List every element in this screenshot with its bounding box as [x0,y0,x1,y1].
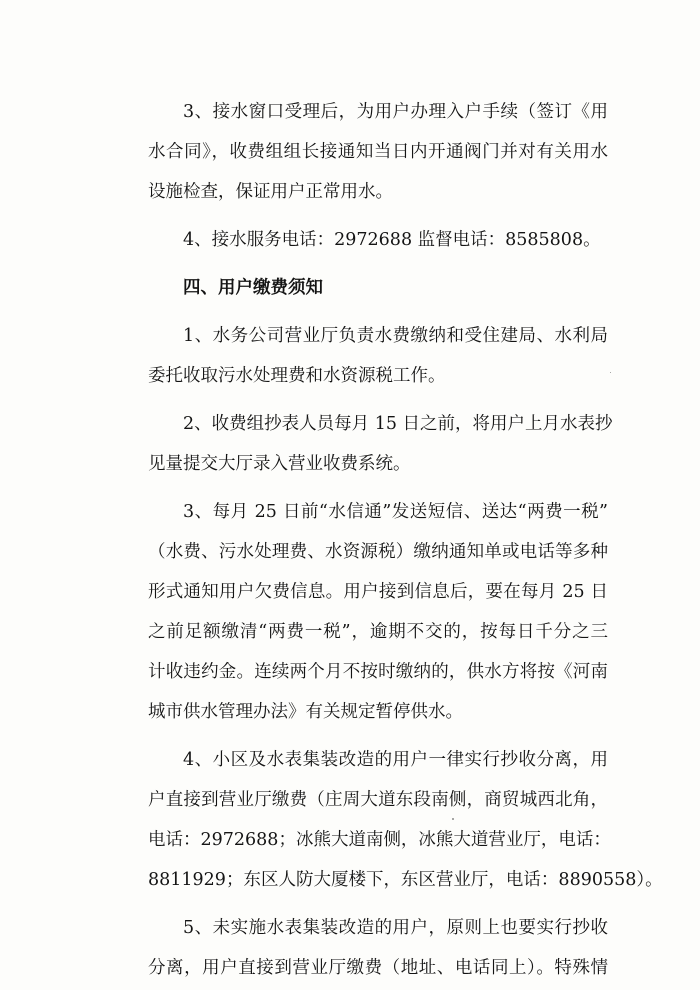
text-line: 电话：2972688；冰熊大道南侧，冰熊大道营业厅，电话： [148,830,611,850]
text-line: 1、水务公司营业厅负责水费缴纳和受住建局、水利局 [183,326,608,346]
text-line: 5、未实施水表集装改造的用户，原则上也要实行抄收 [183,918,608,938]
paragraph-gap [148,260,608,268]
paragraph-gap [148,900,608,908]
text-line: 4、接水服务电话：2972688 监督电话：8585808。 [183,230,601,250]
document-body [148,92,663,988]
text-line: （水费、污水处理费、水资源税）缴纳通知单或电话等多种 [148,542,608,562]
text-line: 4、小区及水表集装改造的用户一律实行抄收分离，用 [183,750,608,770]
text-line: 8811929；东区人防大厦楼下，东区营业厅，电话：8890558）。 [148,870,663,890]
text-line: 之前足额缴清“两费一税”，逾期不交的，按每日千分之三 [148,622,608,642]
scan-speck [452,818,454,820]
text-line: 形式通知用户欠费信息。用户接到信息后，要在每月 25 日 [148,582,608,602]
paragraph-gap [148,484,608,492]
text-line: 分离，用户直接到营业厅缴费（地址、电话同上）。特殊情 [148,958,608,978]
scan-speck [610,372,611,373]
paragraph-gap [148,396,608,404]
paragraph-gap [148,308,608,316]
text-line: 见量提交大厅录入营业收费系统。 [148,454,411,474]
paragraph-gap [148,732,608,740]
text-line: 水合同》，收费组组长接通知当日内开通阀门并对有关用水 [148,142,608,162]
text-line: 城市供水管理办法》有关规定暂停供水。 [148,702,463,722]
text-line: 2、收费组抄表人员每月 15 日之前，将用户上月水表抄 [183,414,613,434]
text-line: 3、接水窗口受理后，为用户办理入户手续（签订《用 [183,102,608,122]
text-line: 3、每月 25 日前“水信通”发送短信、送达“两费一税” [183,502,608,522]
text-line: 委托收取污水处理费和水资源税工作。 [148,366,446,386]
text-line: 计收违约金。连续两个月不按时缴纳的，供水方将按《河南 [148,662,608,682]
paragraph-gap [148,212,608,220]
section-heading: 四、用户缴费须知 [183,278,323,298]
text-line: 设施检查，保证用户正常用水。 [148,182,393,202]
text-line: 户直接到营业厅缴费（庄周大道东段南侧，商贸城西北角， [148,790,608,810]
